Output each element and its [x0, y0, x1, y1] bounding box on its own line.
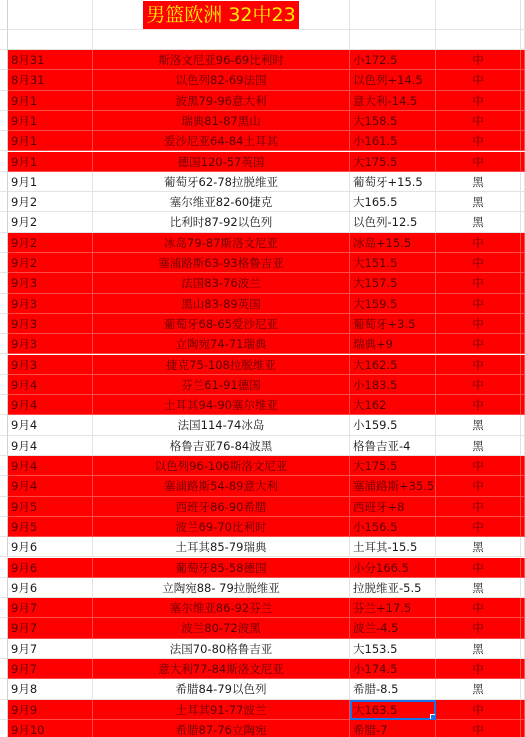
- result-cell[interactable]: 中: [436, 152, 521, 172]
- row-gutter: [0, 558, 8, 578]
- game-cell[interactable]: 德国120-57英国: [93, 152, 350, 172]
- pick-cell[interactable]: 希腊-8.5: [350, 679, 436, 699]
- game-cell[interactable]: 瑞典81-87黑山: [93, 111, 350, 131]
- table-row: [0, 70, 525, 90]
- row-gutter: [0, 50, 8, 70]
- game-cell[interactable]: 捷克75-108拉脱维亚: [93, 355, 350, 375]
- date-cell[interactable]: 9月1: [8, 172, 93, 192]
- row-gutter: [0, 476, 8, 496]
- empty-cell[interactable]: [521, 355, 525, 375]
- pick-cell[interactable]: 小172.5: [350, 50, 436, 70]
- table-row: [0, 618, 525, 638]
- date-cell[interactable]: 9月8: [8, 679, 93, 699]
- empty-cell[interactable]: [521, 598, 525, 618]
- date-cell[interactable]: 9月6: [8, 558, 93, 578]
- empty-cell[interactable]: [521, 131, 525, 151]
- table-row: [0, 233, 525, 253]
- row-gutter: [0, 192, 8, 212]
- game-cell[interactable]: 立陶宛74-71瑞典: [93, 334, 350, 354]
- date-cell[interactable]: 9月3: [8, 334, 93, 354]
- date-cell[interactable]: 9月9: [8, 700, 93, 720]
- pick-cell[interactable]: 大159.5: [350, 294, 436, 314]
- date-cell[interactable]: 9月3: [8, 355, 93, 375]
- empty-cell[interactable]: [521, 395, 525, 415]
- game-cell[interactable]: 希腊84-79以色列: [93, 679, 350, 699]
- result-cell[interactable]: 中: [436, 70, 521, 90]
- table-row: [0, 111, 525, 131]
- date-cell[interactable]: 9月2: [8, 212, 93, 232]
- table-row: [0, 375, 525, 395]
- pick-cell[interactable]: 拉脱维亚-5.5: [350, 578, 436, 598]
- row-gutter: [0, 294, 8, 314]
- game-cell[interactable]: 法国70-80格鲁吉亚: [93, 639, 350, 659]
- game-cell[interactable]: 芬兰61-91德国: [93, 375, 350, 395]
- date-cell[interactable]: 9月5: [8, 517, 93, 537]
- date-cell[interactable]: 9月4: [8, 375, 93, 395]
- game-cell[interactable]: 葡萄牙85-58德国: [93, 558, 350, 578]
- empty-cell[interactable]: [521, 314, 525, 334]
- game-cell[interactable]: 希腊87-76立陶宛: [93, 720, 350, 737]
- row-gutter: [0, 436, 8, 456]
- empty-cell[interactable]: [521, 558, 525, 578]
- result-cell[interactable]: 中: [436, 659, 521, 679]
- date-cell[interactable]: 9月5: [8, 497, 93, 517]
- table-row: [0, 212, 525, 232]
- table-row: [0, 679, 525, 699]
- pick-cell[interactable]: 西班牙+8: [350, 497, 436, 517]
- row-gutter: [0, 172, 8, 192]
- empty-cell[interactable]: [521, 273, 525, 293]
- empty-cell[interactable]: [521, 537, 525, 557]
- date-cell[interactable]: 8月31: [8, 50, 93, 70]
- result-cell[interactable]: 中: [436, 517, 521, 537]
- table-row: [0, 497, 525, 517]
- row-gutter: [0, 497, 8, 517]
- date-cell[interactable]: 9月4: [8, 415, 93, 435]
- pick-cell[interactable]: 大162: [350, 395, 436, 415]
- row-gutter: [0, 578, 8, 598]
- row-gutter: [0, 415, 8, 435]
- row-gutter: [0, 618, 8, 638]
- pick-cell[interactable]: 小分166.5: [350, 558, 436, 578]
- row-gutter: [0, 111, 8, 131]
- result-cell[interactable]: 中: [436, 476, 521, 496]
- table-row: [0, 659, 525, 679]
- table-row: [0, 334, 525, 354]
- result-cell[interactable]: 黑: [436, 679, 521, 699]
- row-gutter: [0, 720, 8, 737]
- pick-cell[interactable]: 格鲁吉亚-4: [350, 436, 436, 456]
- result-cell[interactable]: 中: [436, 618, 521, 638]
- table-row: [0, 253, 525, 273]
- row-gutter: [0, 598, 8, 618]
- game-cell[interactable]: 塞浦路斯54-89意大利: [93, 476, 350, 496]
- game-cell[interactable]: 塞浦路斯63-93格鲁吉亚: [93, 253, 350, 273]
- result-cell[interactable]: 中: [436, 456, 521, 476]
- date-cell[interactable]: 9月4: [8, 476, 93, 496]
- empty-cell[interactable]: [521, 233, 525, 253]
- empty-cell[interactable]: [521, 192, 525, 212]
- sheet-title: 男篮欧洲 32中23: [143, 1, 298, 29]
- empty-cell[interactable]: [521, 720, 525, 737]
- empty-cell[interactable]: [521, 679, 525, 699]
- result-cell[interactable]: 中: [436, 700, 521, 720]
- game-cell[interactable]: 西班牙86-90希腊: [93, 497, 350, 517]
- result-cell[interactable]: 中: [436, 334, 521, 354]
- date-cell[interactable]: 9月7: [8, 659, 93, 679]
- row-gutter: [0, 700, 8, 720]
- empty-cell[interactable]: [521, 497, 525, 517]
- pick-cell[interactable]: 小174.5: [350, 659, 436, 679]
- row-gutter: [0, 233, 8, 253]
- empty-cell[interactable]: [521, 152, 525, 172]
- game-cell[interactable]: 波黑79-96意大利: [93, 91, 350, 111]
- pick-cell[interactable]: 塞浦路斯+35.5: [350, 476, 436, 496]
- date-cell[interactable]: 9月2: [8, 253, 93, 273]
- date-cell[interactable]: 9月4: [8, 436, 93, 456]
- row-gutter: [0, 375, 8, 395]
- result-cell[interactable]: 中: [436, 598, 521, 618]
- table-row: [0, 50, 525, 70]
- empty-cell[interactable]: [521, 111, 525, 131]
- date-cell[interactable]: 9月1: [8, 131, 93, 151]
- date-cell[interactable]: 9月3: [8, 294, 93, 314]
- row-gutter: [0, 639, 8, 659]
- date-cell[interactable]: 9月4: [8, 395, 93, 415]
- game-cell[interactable]: 法国83-76波兰: [93, 273, 350, 293]
- date-cell[interactable]: 9月2: [8, 192, 93, 212]
- pick-cell[interactable]: 芬兰+17.5: [350, 598, 436, 618]
- game-cell[interactable]: 比利时87-92以色列: [93, 212, 350, 232]
- title-cell[interactable]: [93, 0, 350, 30]
- game-cell[interactable]: 土耳其94-90塞尔维亚: [93, 395, 350, 415]
- empty-cell[interactable]: [521, 172, 525, 192]
- row-gutter: [0, 314, 8, 334]
- result-cell[interactable]: 中: [436, 314, 521, 334]
- game-cell[interactable]: 立陶宛88- 79拉脱维亚: [93, 578, 350, 598]
- table-row: [0, 314, 525, 334]
- row-gutter: [0, 131, 8, 151]
- pick-cell[interactable]: 瑞典+9: [350, 334, 436, 354]
- pick-cell[interactable]: 葡萄牙+15.5: [350, 172, 436, 192]
- game-cell[interactable]: 波兰80-72波黑: [93, 618, 350, 638]
- result-cell[interactable]: 中: [436, 253, 521, 273]
- date-cell[interactable]: 8月31: [8, 70, 93, 90]
- empty-cell[interactable]: [521, 639, 525, 659]
- table-row: [0, 598, 525, 618]
- table-row: [0, 131, 525, 151]
- result-cell[interactable]: 中: [436, 395, 521, 415]
- table-row: [0, 273, 525, 293]
- date-cell[interactable]: 9月7: [8, 598, 93, 618]
- game-cell[interactable]: 土耳其91-77波兰: [93, 700, 350, 720]
- empty-cell[interactable]: [521, 659, 525, 679]
- date-cell[interactable]: 9月3: [8, 314, 93, 334]
- table-row: [0, 294, 525, 314]
- pick-cell[interactable]: 土耳其-15.5: [350, 537, 436, 557]
- row-gutter: [0, 659, 8, 679]
- date-cell[interactable]: 9月7: [8, 639, 93, 659]
- game-cell[interactable]: 意大利77-84斯洛文尼亚: [93, 659, 350, 679]
- game-cell[interactable]: 冰岛79-87斯洛文尼亚: [93, 233, 350, 253]
- result-cell[interactable]: 黑: [436, 172, 521, 192]
- date-cell[interactable]: 9月4: [8, 456, 93, 476]
- pick-cell[interactable]: 小156.5: [350, 517, 436, 537]
- result-cell[interactable]: 黑: [436, 192, 521, 212]
- row-gutter: [0, 355, 8, 375]
- pick-cell[interactable]: 大158.5: [350, 111, 436, 131]
- table-row: [0, 578, 525, 598]
- result-cell[interactable]: 中: [436, 131, 521, 151]
- empty-cell[interactable]: [521, 436, 525, 456]
- result-cell[interactable]: 黑: [436, 537, 521, 557]
- result-cell[interactable]: 黑: [436, 578, 521, 598]
- game-cell[interactable]: 爱沙尼亚64-84土耳其: [93, 131, 350, 151]
- empty-cell[interactable]: [521, 212, 525, 232]
- title-row: [0, 0, 525, 30]
- result-cell[interactable]: 中: [436, 558, 521, 578]
- pick-cell[interactable]: 大163.5: [350, 700, 436, 720]
- date-cell[interactable]: 9月1: [8, 111, 93, 131]
- game-cell[interactable]: 土耳其85-79瑞典: [93, 537, 350, 557]
- result-cell[interactable]: 黑: [436, 436, 521, 456]
- row-gutter: [0, 517, 8, 537]
- game-cell[interactable]: 格鲁吉亚76-84波黑: [93, 436, 350, 456]
- row-gutter: [0, 334, 8, 354]
- date-cell[interactable]: 9月2: [8, 233, 93, 253]
- result-cell[interactable]: 中: [436, 355, 521, 375]
- row-gutter: [0, 152, 8, 172]
- date-cell[interactable]: 9月1: [8, 91, 93, 111]
- table-row: [0, 558, 525, 578]
- table-row: [0, 517, 525, 537]
- pick-cell[interactable]: 波兰-4.5: [350, 618, 436, 638]
- result-cell[interactable]: 中: [436, 50, 521, 70]
- pick-cell[interactable]: 大175.5: [350, 152, 436, 172]
- table-row: [0, 720, 525, 737]
- game-cell[interactable]: 以色列96-106斯洛文尼亚: [93, 456, 350, 476]
- game-cell[interactable]: 葡萄牙68-65爱沙尼亚: [93, 314, 350, 334]
- game-cell[interactable]: 波兰69-70比利时: [93, 517, 350, 537]
- pick-cell[interactable]: 希腊-7: [350, 720, 436, 737]
- row-gutter: [0, 253, 8, 273]
- empty-cell[interactable]: [521, 700, 525, 720]
- empty-cell[interactable]: [521, 294, 525, 314]
- pick-cell[interactable]: 大175.5: [350, 456, 436, 476]
- date-cell[interactable]: 9月6: [8, 537, 93, 557]
- empty-cell[interactable]: [521, 578, 525, 598]
- table-row: [0, 436, 525, 456]
- result-cell[interactable]: 黑: [436, 415, 521, 435]
- empty-cell[interactable]: [521, 91, 525, 111]
- empty-cell[interactable]: [521, 334, 525, 354]
- row-gutter: [0, 212, 8, 232]
- result-cell[interactable]: 黑: [436, 212, 521, 232]
- table-row: [0, 172, 525, 192]
- pick-cell[interactable]: 大153.5: [350, 639, 436, 659]
- result-cell[interactable]: 黑: [436, 639, 521, 659]
- date-cell[interactable]: 9月3: [8, 273, 93, 293]
- pick-cell[interactable]: 意大利-14.5: [350, 91, 436, 111]
- pick-cell[interactable]: 小159.5: [350, 415, 436, 435]
- game-cell[interactable]: 斯洛文尼亚96-69比利时: [93, 50, 350, 70]
- table-row: [0, 639, 525, 659]
- game-cell[interactable]: 葡萄牙62-78拉脱维亚: [93, 172, 350, 192]
- pick-cell[interactable]: 大151.5: [350, 253, 436, 273]
- pick-cell[interactable]: 大157.5: [350, 273, 436, 293]
- pick-cell[interactable]: 大165.5: [350, 192, 436, 212]
- empty-cell[interactable]: [521, 50, 525, 70]
- row-gutter: [0, 456, 8, 476]
- game-cell[interactable]: 黑山83-89英国: [93, 294, 350, 314]
- result-cell[interactable]: 中: [436, 497, 521, 517]
- table-row: [0, 192, 525, 212]
- pick-cell[interactable]: 冰岛+15.5: [350, 233, 436, 253]
- pick-cell[interactable]: 大162.5: [350, 355, 436, 375]
- row-gutter: [0, 537, 8, 557]
- result-cell[interactable]: 中: [436, 233, 521, 253]
- date-cell[interactable]: 9月7: [8, 618, 93, 638]
- result-cell[interactable]: 中: [436, 375, 521, 395]
- empty-cell[interactable]: [521, 415, 525, 435]
- table-row: [0, 476, 525, 496]
- result-cell[interactable]: 中: [436, 294, 521, 314]
- empty-cell[interactable]: [521, 476, 525, 496]
- game-cell[interactable]: 塞尔维亚82-60捷克: [93, 192, 350, 212]
- pick-cell[interactable]: 以色列+14.5: [350, 70, 436, 90]
- table-row: [0, 700, 525, 720]
- pick-cell[interactable]: 葡萄牙+3.5: [350, 314, 436, 334]
- game-cell[interactable]: 以色列82-69法国: [93, 70, 350, 90]
- table-row: [0, 537, 525, 557]
- game-cell[interactable]: 塞尔维亚86-92芬兰: [93, 598, 350, 618]
- row-gutter: [0, 273, 8, 293]
- empty-cell[interactable]: [521, 70, 525, 90]
- table-row: [0, 152, 525, 172]
- table-row: [0, 395, 525, 415]
- empty-cell[interactable]: [521, 375, 525, 395]
- empty-cell[interactable]: [521, 618, 525, 638]
- row-gutter: [0, 91, 8, 111]
- empty-cell[interactable]: [521, 456, 525, 476]
- game-cell[interactable]: 法国114-74冰岛: [93, 415, 350, 435]
- row-gutter: [0, 395, 8, 415]
- empty-cell[interactable]: [521, 253, 525, 273]
- empty-cell[interactable]: [521, 517, 525, 537]
- date-cell[interactable]: 9月1: [8, 152, 93, 172]
- date-cell[interactable]: 9月6: [8, 578, 93, 598]
- empty-row: [0, 30, 525, 50]
- date-cell[interactable]: 9月10: [8, 720, 93, 737]
- row-gutter: [0, 70, 8, 90]
- table-row: [0, 456, 525, 476]
- result-cell[interactable]: 中: [436, 720, 521, 737]
- table-row: [0, 355, 525, 375]
- result-cell[interactable]: 中: [436, 111, 521, 131]
- pick-cell[interactable]: 以色列-12.5: [350, 212, 436, 232]
- row-gutter: [0, 679, 8, 699]
- pick-cell[interactable]: 小183.5: [350, 375, 436, 395]
- table-row: [0, 415, 525, 435]
- result-cell[interactable]: 中: [436, 273, 521, 293]
- result-cell[interactable]: 中: [436, 91, 521, 111]
- table-row: [0, 91, 525, 111]
- pick-cell[interactable]: 小161.5: [350, 131, 436, 151]
